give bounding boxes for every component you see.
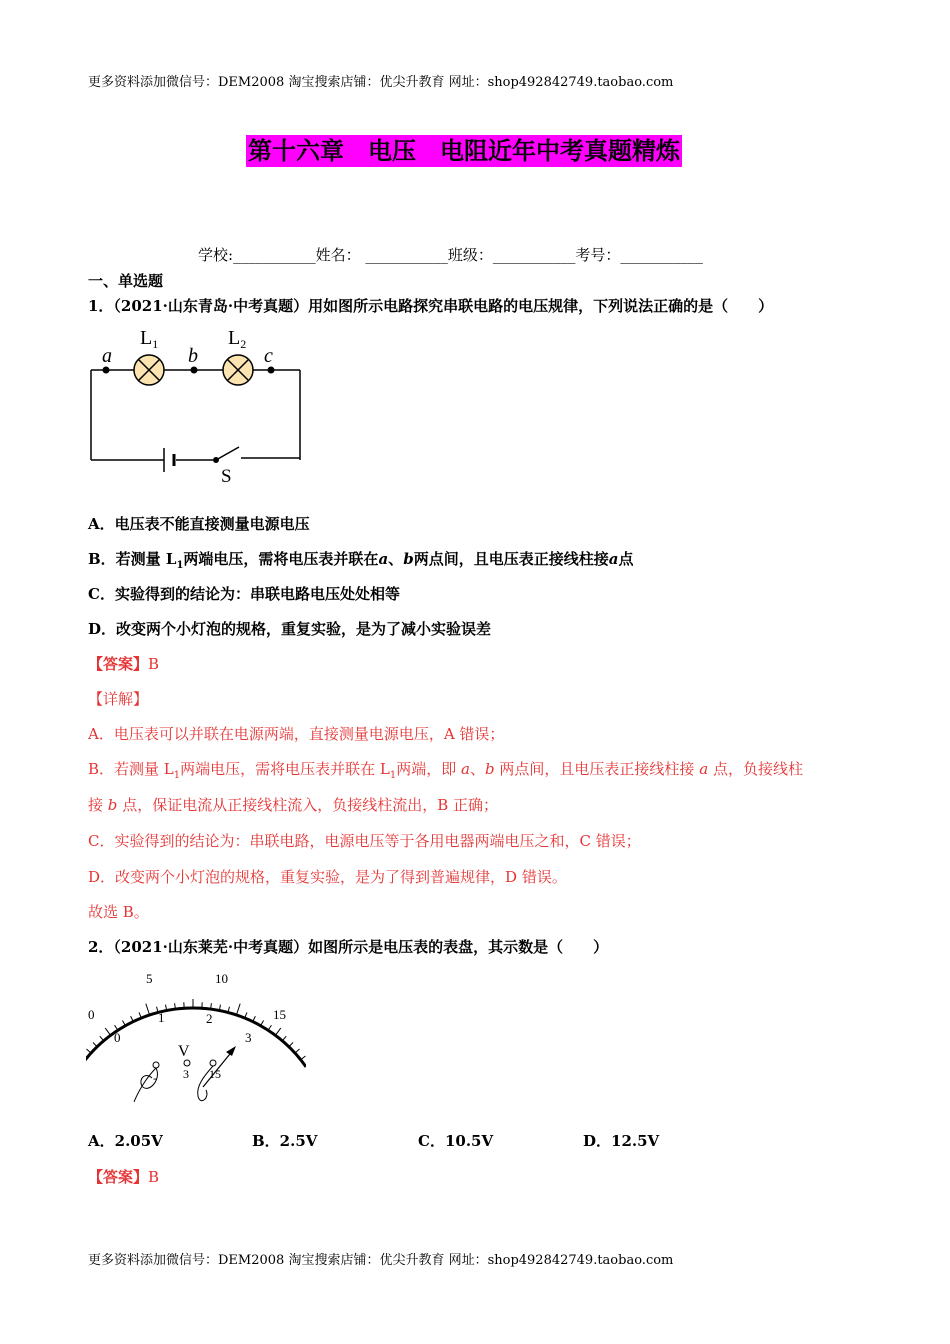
q1-explain-d: D．改变两个小灯泡的规格，重复实验，是为了得到普遍规律，D 错误。 — [88, 868, 567, 886]
dial-unit-label: V — [178, 1043, 190, 1060]
q2-option-b: B．2.5V — [252, 1132, 318, 1150]
node-a — [103, 367, 110, 374]
label-b: b — [188, 345, 198, 367]
name-label: 姓名： — [315, 246, 361, 264]
dial-lower-label-1: 1 — [158, 1010, 165, 1025]
terminal-15-label: 15 — [209, 1067, 221, 1081]
dial-tick — [295, 1049, 299, 1053]
page-footer: 更多资料添加微信号：DEM2008 淘宝搜索店铺：优尖升教育 网址：shop492842749.taobao.com — [88, 1253, 674, 1268]
dial-upper-label-10: 10 — [215, 971, 228, 986]
q2-option-d: D．12.5V — [583, 1132, 660, 1150]
dial-tick — [105, 1028, 110, 1035]
q1-explain-c: C．实验得到的结论为：串联电路，电源电压等于各用电器两端电压之和，C 错误； — [88, 832, 641, 850]
q2-option-c: C．10.5V — [418, 1132, 494, 1150]
label-c: c — [264, 345, 273, 367]
exam-no-blank: ___________ — [620, 246, 703, 264]
q1-option-c: C．实验得到的结论为：串联电路电压处处相等 — [88, 585, 400, 603]
dial-tick — [289, 1042, 293, 1046]
switch-icon — [213, 447, 239, 463]
terminal-3-label: 3 — [183, 1067, 189, 1081]
dial-tick — [268, 1025, 271, 1030]
circuit-diagram — [86, 322, 316, 487]
label-l1: $L_1$ — [140, 327, 159, 351]
dial-tick — [236, 1004, 240, 1015]
node-c — [268, 367, 275, 374]
lamp-l2-icon — [223, 355, 253, 385]
lamp-l1-icon — [134, 355, 164, 385]
exam-no-label: 考号： — [575, 246, 621, 264]
dial-tick — [282, 1036, 286, 1041]
dial-lower-label-2: 2 — [206, 1011, 213, 1026]
class-blank: ___________ — [492, 246, 576, 264]
student-info-line — [198, 244, 703, 265]
dial-tick — [275, 1028, 280, 1035]
class-label: 班级： — [447, 246, 493, 264]
q1-conclusion: 故选 B。 — [88, 903, 149, 921]
q1-answer: 【答案】B — [88, 655, 160, 673]
dial-lower-label-0: 0 — [114, 1030, 121, 1045]
q1-explain-b-line2: 接 b 点，保证电流从正接线柱流入，负接线柱流出，B 正确； — [88, 796, 498, 814]
page-title: 第十六章 电压 电阻近年中考真题精炼 — [248, 136, 680, 165]
label-l2: $L_2$ — [228, 327, 247, 351]
terminal-negative-label: - — [153, 1071, 157, 1085]
dial-tick — [146, 1004, 150, 1015]
dial-upper-label-0: 0 — [88, 1007, 95, 1022]
dial-upper-label-5: 5 — [146, 971, 153, 986]
school-blank: ___________ — [233, 246, 316, 264]
name-blank: ___________ — [365, 246, 448, 264]
node-b — [191, 367, 198, 374]
label-s: S — [221, 466, 232, 487]
question-1-stem: 1．（2021·山东青岛·中考真题）用如图所示电路探究串联电路的电压规律，下列说法正确的是（ ） — [88, 297, 774, 315]
school-label: 学校: — [198, 246, 234, 264]
q1-option-d: D．改变两个小灯泡的规格，重复实验，是为了减小实验误差 — [88, 620, 492, 638]
dial-tick — [87, 1049, 91, 1053]
q2-answer: 【答案】B — [88, 1168, 160, 1186]
label-a: a — [102, 345, 112, 367]
q1-explain-a: A．电压表可以并联在电源两端，直接测量电源电压，A 错误； — [88, 725, 505, 743]
q1-option-a: A．电压表不能直接测量电源电压 — [88, 515, 310, 533]
dial-lower-label-3: 3 — [245, 1030, 252, 1045]
dial-tick — [100, 1036, 104, 1041]
terminal-3-icon — [184, 1060, 190, 1066]
q1-detail-label: 【详解】 — [88, 690, 149, 708]
q1-explain-b-line1: B．若测量 $L_1$两端电压，需将电压表并联在 $L_1$两端，即 a、b 两点间，且电压表正接线柱接 a 点，负接线柱 — [88, 760, 803, 781]
page-header: 更多资料添加微信号：DEM2008 淘宝搜索店铺：优尖升教育 网址：shop492842749.taobao.com — [88, 75, 674, 90]
dial-upper-label-15: 15 — [273, 1007, 286, 1022]
q1-option-b: B．若测量 $L_1$两端电压，需将电压表并联在a、b两点间，且电压表正接线柱接a点 — [88, 550, 634, 571]
question-2-stem: 2．（2021·山东莱芜·中考真题）如图所示是电压表的表盘，其示数是（ ） — [88, 938, 609, 956]
q2-option-a: A．2.05V — [88, 1132, 163, 1150]
section-heading: 一、单选题 — [88, 272, 164, 290]
dial-tick — [93, 1042, 97, 1046]
dial-tick — [301, 1056, 306, 1060]
voltmeter-dial — [86, 966, 306, 1106]
battery-icon — [164, 448, 174, 472]
